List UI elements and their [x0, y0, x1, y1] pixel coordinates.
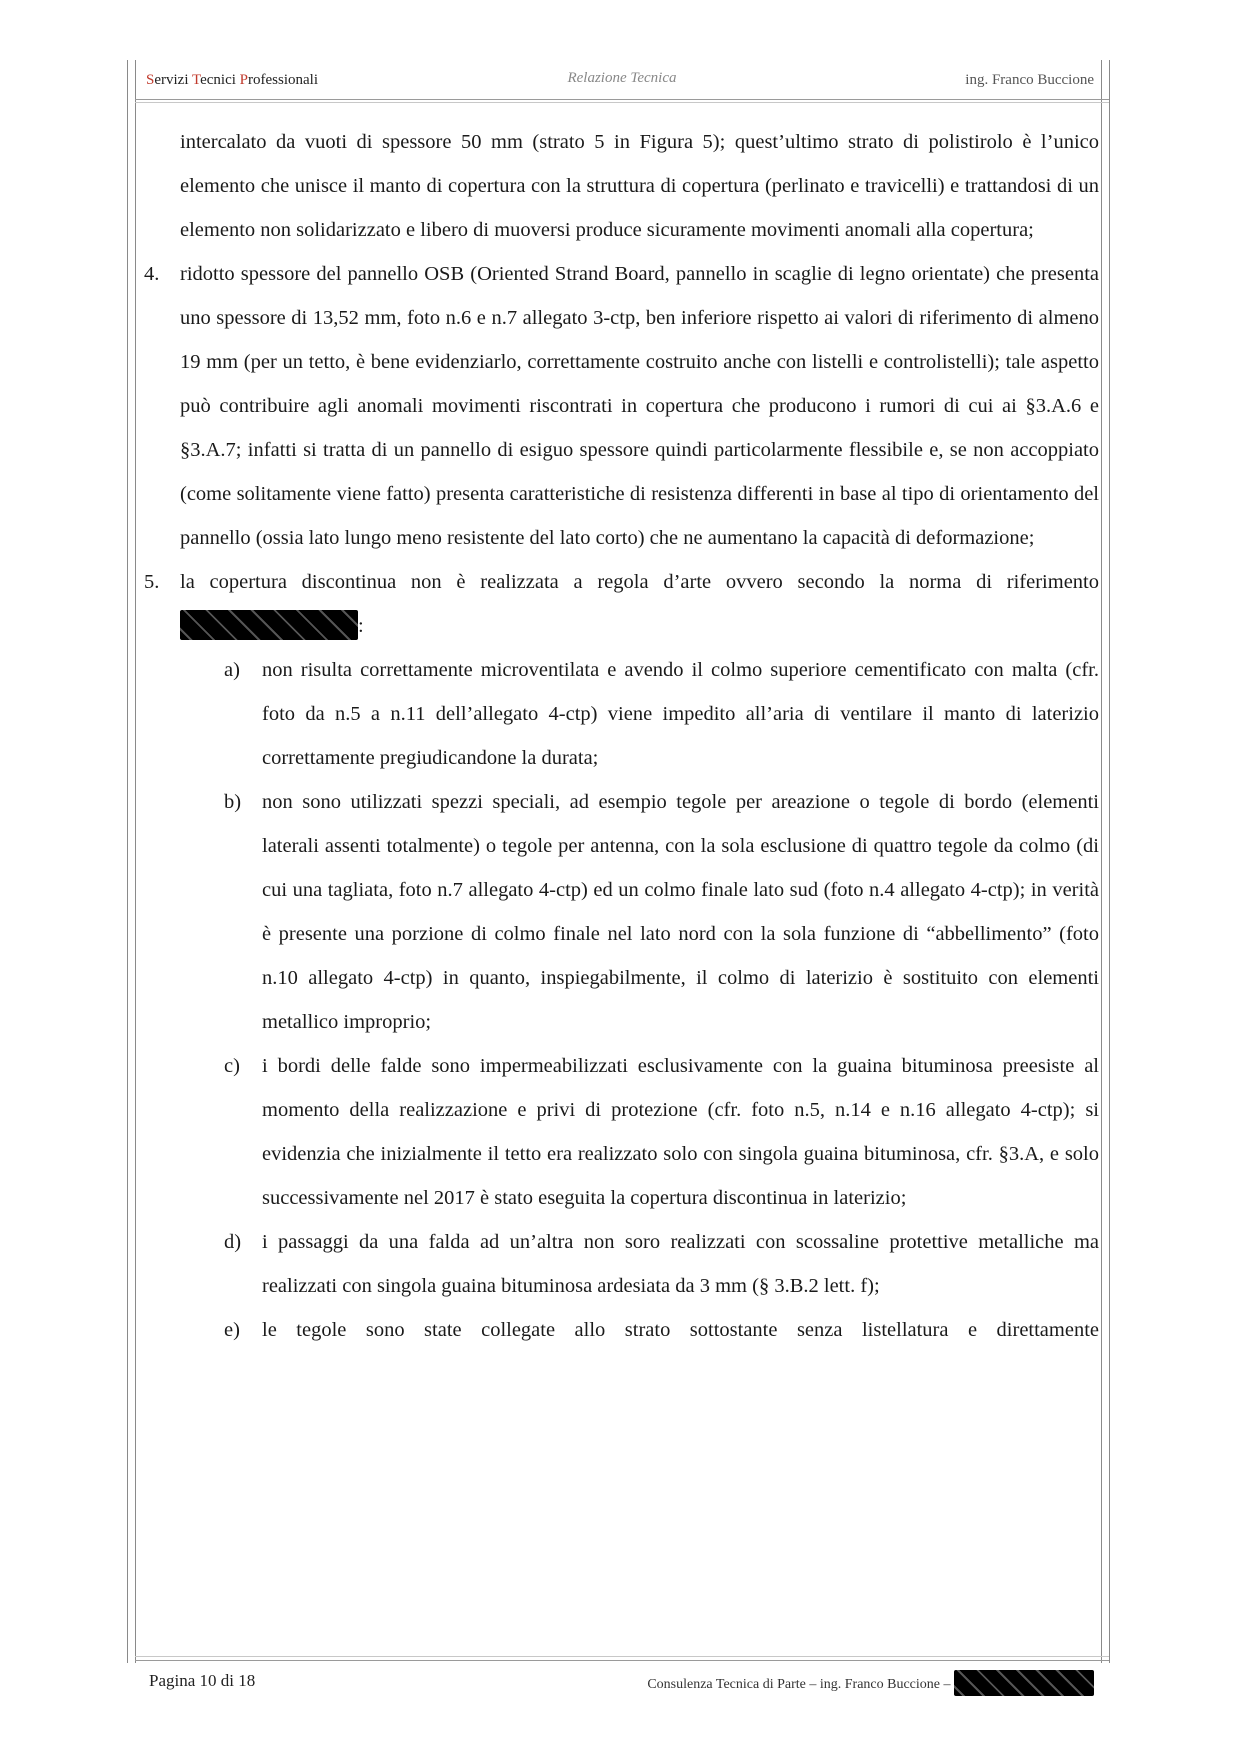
list-item-5: [144, 560, 1104, 648]
sub-item-text: non risulta correttamente microventilata e avendo il colmo superiore cementificato con malta (cfr. foto da n.5 a n.11 dell’allegato 4-ctp) viene impedito all’aria di ventilare il manto di laterizio correttamente pregiudicandone la durata;: [262, 659, 1099, 769]
page-body: [144, 120, 1104, 1352]
list-number: 5.: [144, 571, 160, 593]
sub-item-text: non sono utilizzati spezzi speciali, ad esempio tegole per areazione o tegole di bordo (elementi laterali assenti totalmente) o tegole per antenna, con la sola esclusione di quattro tegole da colmo (di cui una tagliata, foto n.7 allegato 4-ctp) ed un colmo finale lato sud (foto n.4 allegato 4-ctp); in verità è presente una porzione di colmo finale nel lato nord con la sola funzione di “abbellimento” (foto n.10 allegato 4-ctp) in quanto, inspiegabilmente, il colmo di laterizio è sostituito con elementi metallico improprio;: [262, 791, 1099, 1033]
sub-item-letter: a): [224, 659, 240, 681]
header-divider: [135, 99, 1109, 100]
header-document-title: Relazione Tecnica: [567, 70, 677, 86]
frame-right-outer-rule: [1109, 60, 1110, 1663]
page-footer: [146, 1665, 1098, 1695]
sub-item-text: le tegole sono state collegate allo strato sottostante senza listellatura e direttamente: [262, 1319, 1099, 1341]
sub-item-letter: d): [224, 1231, 242, 1253]
list-number: 4.: [144, 263, 160, 285]
sub-item-e: [224, 1308, 1104, 1352]
footer-credit: Consulenza Tecnica di Parte – ing. Franco Buccione –: [647, 1670, 1094, 1696]
page-header: [146, 66, 1098, 92]
header-divider-secondary: [135, 102, 1109, 103]
frame-left-inner-rule: [135, 60, 136, 1663]
redaction-block: [180, 610, 358, 640]
redaction-block: [954, 1670, 1094, 1696]
header-company: Servizi Tecnici Professionali: [146, 72, 318, 88]
sub-item-d: [224, 1220, 1104, 1308]
page-number: Pagina 10 di 18: [149, 1671, 256, 1690]
header-author: ing. Franco Buccione: [965, 72, 1094, 88]
list-item-text: la copertura discontinua non è realizzata a regola d’arte ovvero secondo la norma di riferimento :: [180, 560, 1099, 648]
sub-item-a: [224, 648, 1104, 780]
sub-item-text: i bordi delle falde sono impermeabilizzati esclusivamente con la guaina bituminosa preesiste al momento della realizzazione e privi di protezione (cfr. foto n.5, n.14 e n.16 allegato 4-ctp); si evidenzia che inizialmente il tetto era realizzato solo con singola guaina bituminosa, cfr. §3.A, e solo successivamente nel 2017 è stato eseguita la copertura discontinua in laterizio;: [262, 1055, 1099, 1209]
frame-left-outer-rule: [127, 60, 128, 1663]
sub-item-letter: b): [224, 791, 242, 813]
sub-item-text: i passaggi da una falda ad un’altra non soro realizzati con scossaline protettive metalliche ma realizzati con singola guaina bituminosa ardesiata da 3 mm (§ 3.B.2 lett. f);: [262, 1231, 1099, 1297]
list-item-text: ridotto spessore del pannello OSB (Oriented Strand Board, pannello in scaglie di legno orientate) che presenta uno spessore di 13,52 mm, foto n.6 e n.7 allegato 3-ctp, ben inferiore rispetto ai valori di riferimento di almeno 19 mm (per un tetto, è bene evidenziarlo, correttamente costruito anche con listelli e controlistelli); tale aspetto può contribuire agli anomali movimenti riscontrati in copertura che producono i rumori di cui ai §3.A.6 e §3.A.7; infatti si tratta di un pannello di esiguo spessore quindi particolarmente flessibile e, se non accoppiato (come solitamente viene fatto) presenta caratteristiche di resistenza differenti in base al tipo di orientamento del pannello (ossia lato lungo meno resistente del lato corto) che ne aumentano la capacità di deformazione;: [180, 263, 1099, 549]
sub-item-letter: e): [224, 1319, 240, 1341]
footer-divider: [135, 1660, 1109, 1661]
list-item-4: [144, 252, 1104, 560]
continuation-paragraph: intercalato da vuoti di spessore 50 mm (strato 5 in Figura 5); quest’ultimo strato di polistirolo è l’unico elemento che unisce il manto di copertura con la struttura di copertura (perlinato e travicelli) e trattandosi di un elemento non solidarizzato e libero di muoversi produce sicuramente movimenti anomali alla copertura;: [180, 131, 1099, 241]
sub-item-c: [224, 1044, 1104, 1220]
sub-item-b: [224, 780, 1104, 1044]
sub-item-letter: c): [224, 1055, 240, 1077]
footer-divider-secondary: [135, 1656, 1109, 1657]
